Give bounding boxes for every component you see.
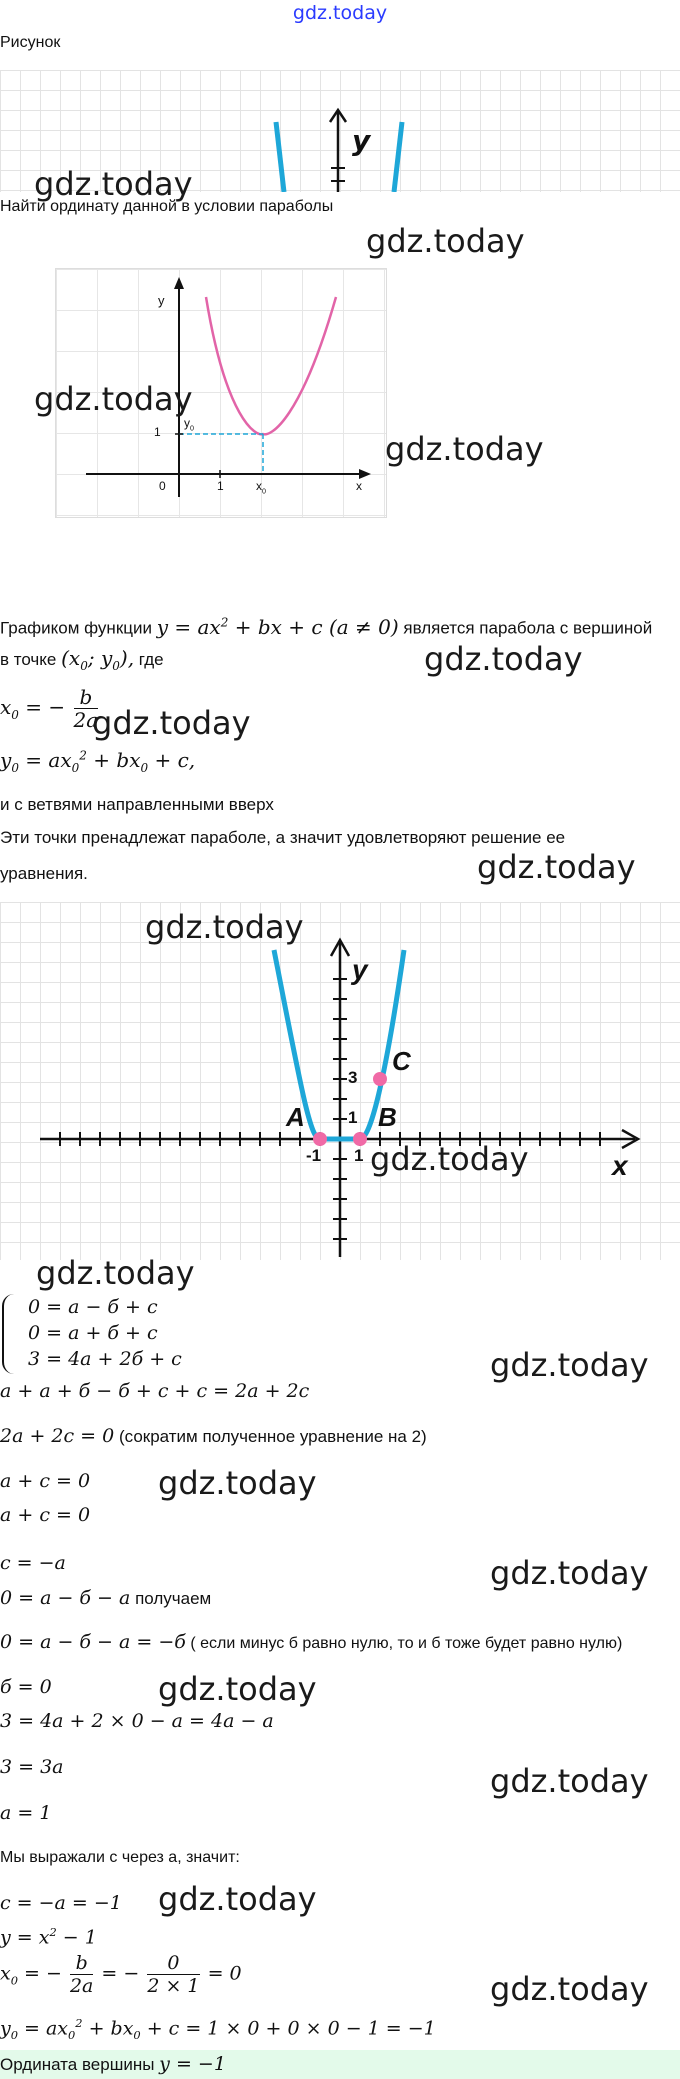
watermark: gdz.today bbox=[490, 1762, 649, 1800]
watermark: gdz.today bbox=[490, 1346, 649, 1384]
tick-1y-label: 1 bbox=[348, 1108, 358, 1127]
watermark: gdz.today bbox=[34, 165, 193, 203]
branches-text: и с ветвями направленными вверх bbox=[0, 795, 274, 814]
point-B bbox=[353, 1132, 367, 1146]
tick-minus1-label: -1 bbox=[306, 1146, 322, 1165]
watermark: gdz.today bbox=[424, 640, 583, 678]
step-14: $y = x^2 - 1$ bbox=[0, 1925, 97, 1949]
graph1-y-label: y bbox=[158, 293, 165, 308]
graph2-y-label: y bbox=[352, 954, 368, 985]
watermark: gdz.today bbox=[385, 430, 544, 468]
watermark: gdz.today bbox=[158, 1670, 317, 1708]
answer-banner bbox=[0, 2050, 680, 2079]
step-12: Мы выражали с через а, значит: bbox=[0, 1849, 240, 1866]
step-16: $y_0 = ax_0^2 + bx_0 + c = 1 \times 0 + 0 \times 0 - 1 = -1$ bbox=[0, 2016, 436, 2043]
graph1-x-label: x bbox=[356, 479, 362, 493]
step-9: 3 = 4a + 2 × 0 − a = 4a − a bbox=[0, 1710, 274, 1732]
step-10: 3 = 3a bbox=[0, 1756, 64, 1778]
step-2: 2a + 2c = 0 (сократим полученное уравнение на 2) bbox=[0, 1425, 427, 1447]
theory-line-2: в точке ($x_0$; $y_0$), где bbox=[0, 646, 164, 673]
points-text-1: Эти точки пренадлежат параболе, а значит удовлетворяют решение ее bbox=[0, 828, 566, 847]
figure-label: Рисунок bbox=[0, 34, 61, 51]
step-1: a + a + б − б + c + c = 2a + 2c bbox=[0, 1380, 310, 1402]
point-A-label: A bbox=[286, 1102, 305, 1132]
task-text: Найти ординату данной в условии параболы bbox=[0, 198, 334, 215]
points-text-2: уравнения. bbox=[0, 864, 88, 883]
point-A bbox=[313, 1132, 327, 1146]
step-11: a = 1 bbox=[0, 1802, 52, 1824]
system-of-equations: 0 = a − б + c 0 = a + б + c 3 = 4a + 2б + c bbox=[28, 1296, 182, 1370]
watermark: gdz.today bbox=[158, 1464, 317, 1502]
point-C-label: C bbox=[392, 1046, 411, 1076]
watermark: gdz.today bbox=[366, 222, 525, 260]
step-4: a + c = 0 bbox=[0, 1504, 91, 1526]
theory-line-1: Графиком функции $y = ax^2$ + bx + c (a ≠ 0) является парабола с вершиной bbox=[0, 614, 653, 639]
graph2-x-label: x bbox=[612, 1150, 628, 1181]
tick-3-label: 3 bbox=[348, 1068, 358, 1087]
watermark: gdz.today bbox=[145, 908, 304, 946]
watermark: gdz.today bbox=[370, 1140, 529, 1178]
graph1-y0-label: $y_0$ bbox=[184, 416, 194, 433]
watermark: gdz.today bbox=[36, 1254, 195, 1292]
graph1-one-x: 1 bbox=[217, 479, 224, 493]
parabola-left-branch bbox=[276, 122, 284, 192]
parabola-right-branch bbox=[394, 122, 402, 192]
system-brace bbox=[2, 1294, 18, 1374]
watermark: gdz.today bbox=[477, 848, 636, 886]
point-B-label: B bbox=[378, 1102, 397, 1132]
watermark: gdz.today bbox=[34, 380, 193, 418]
tick-1x-label: 1 bbox=[354, 1146, 364, 1165]
x0-formula: $x_0$ = − $\frac{b}{2a}$ bbox=[0, 685, 99, 732]
graph1-x0-label: $x_0$ bbox=[256, 479, 266, 496]
step-5: c = −a bbox=[0, 1552, 66, 1574]
point-C bbox=[373, 1072, 387, 1086]
step-7: 0 = a − б − a = −б ( если минус б равно нулю, то и б тоже будет равно нулю) bbox=[0, 1631, 623, 1653]
step-8: б = 0 bbox=[0, 1676, 52, 1698]
step-6: 0 = a − б − a получаем bbox=[0, 1587, 212, 1609]
answer-text: Ордината вершины y = −1 bbox=[0, 2053, 226, 2075]
watermark: gdz.today bbox=[490, 1554, 649, 1592]
step-13: c = −a = −1 bbox=[0, 1892, 122, 1914]
y-axis-label: y bbox=[352, 124, 371, 157]
graph1-one-y: 1 bbox=[154, 425, 161, 439]
watermark: gdz.today bbox=[92, 704, 251, 742]
step-15: $x_0$ = − $\frac{b}{2a}$ = − $\frac{0}{2 \times 1}$ = 0 bbox=[0, 1952, 242, 1997]
step-3: a + c = 0 bbox=[0, 1470, 91, 1492]
y0-formula: $y_0 = ax_0^2 + bx_0 + c$, bbox=[0, 748, 196, 775]
site-title[interactable]: gdz.today bbox=[292, 2, 388, 24]
watermark: gdz.today bbox=[490, 1970, 649, 2008]
watermark: gdz.today bbox=[158, 1880, 317, 1918]
graph1-zero: 0 bbox=[159, 479, 166, 493]
parabola bbox=[206, 297, 336, 434]
figure-3 bbox=[0, 902, 680, 1260]
